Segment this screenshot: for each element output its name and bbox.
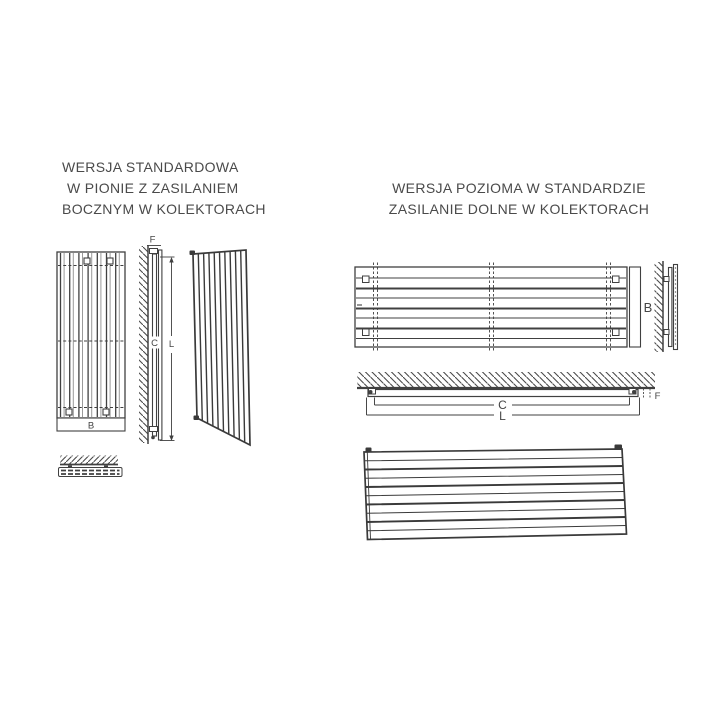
dim-label-C: C <box>498 398 507 412</box>
title-line: BOCZNYM W KOLEKTORACH <box>62 201 266 217</box>
vertical-radiator-front-view <box>57 252 125 432</box>
dim-label-B: B <box>87 420 95 432</box>
vertical-radiator-side-view <box>139 235 175 445</box>
vertical-radiator-top-view <box>59 456 123 477</box>
title-line: ZASILANIE DOLNE W KOLEKTORACH <box>388 201 650 217</box>
title-line: W PIONIE Z ZASILANIEM <box>67 180 239 196</box>
dim-label-L: L <box>499 409 506 423</box>
horizontal-radiator-side-view <box>655 261 678 352</box>
vertical-radiator-perspective-view <box>190 250 251 445</box>
title-line: WERSJA STANDARDOWA <box>62 159 239 175</box>
title-line: WERSJA POZIOMA W STANDARDZIE <box>392 180 646 196</box>
horizontal-radiator-front-view <box>355 263 652 353</box>
dim-label-F: F <box>149 234 156 246</box>
dim-label-L: L <box>168 339 175 350</box>
dim-label-C: C <box>151 338 158 349</box>
dim-label-F: F <box>654 391 661 402</box>
horizontal-radiator-top-view <box>357 372 661 423</box>
horizontal-radiator-perspective-view <box>364 445 627 540</box>
dim-label-B: B <box>643 300 653 315</box>
